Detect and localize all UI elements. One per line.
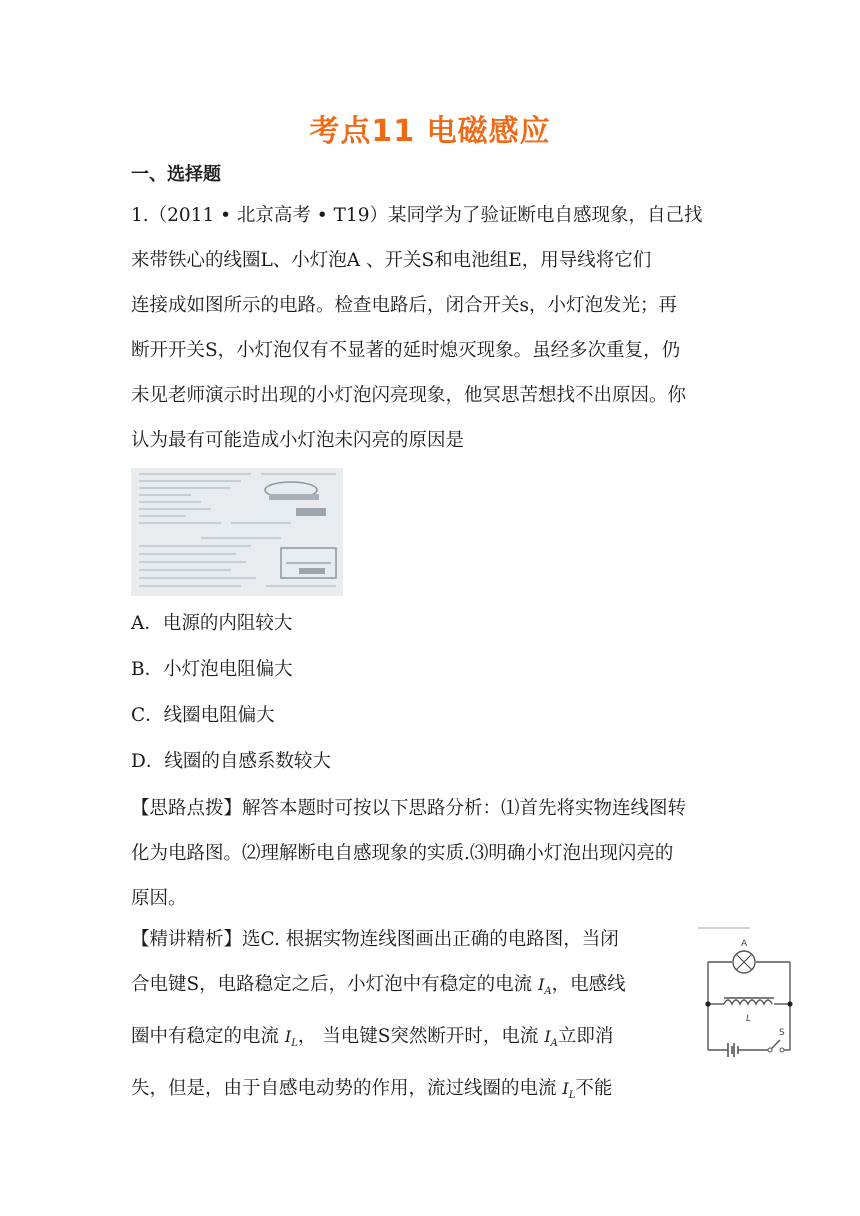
- question-line: 未见老师演示时出现的小灯泡闪亮现象，他冥思苦想找不出原因。你: [131, 385, 687, 406]
- answer-text-part: ， 当电键S突然断开时，电流: [297, 1026, 539, 1048]
- page-title: 考点11 电磁感应: [309, 114, 551, 149]
- option-d: D．线圈的自感系数较大: [131, 751, 331, 772]
- current-symbol-main: I: [284, 1027, 292, 1047]
- circuit-diagram: [680, 922, 812, 1060]
- lamp-label: A: [741, 939, 748, 949]
- question-line: 认为最有可能造成小灯泡未闪亮的原因是: [131, 430, 465, 451]
- experiment-photo: [131, 468, 343, 596]
- current-il-symbol: [284, 1027, 298, 1050]
- coil-label: L: [746, 1014, 752, 1024]
- question-line: 来带铁心的线圈L、小灯泡A 、开关S和电池组E，用导线将它们: [131, 250, 652, 271]
- answer-text-part: 合电键S，电路稳定之后，小灯泡中有稳定的电流: [131, 974, 533, 995]
- current-ia-symbol: [538, 975, 552, 998]
- current-il-symbol: [562, 1079, 576, 1102]
- section-heading: 一、选择题: [131, 164, 221, 185]
- question-text: [131, 193, 731, 463]
- analysis-line: 原因。: [131, 888, 187, 909]
- answer-line: [131, 962, 661, 1014]
- question-line: 断开开关S，小灯泡仅有不显著的延时熄灭现象。虽经多次重复，仍: [131, 340, 681, 361]
- analysis-text: [131, 786, 731, 921]
- blurred-textbook-photo: [131, 468, 343, 596]
- answer-text-part: 立即消: [557, 1026, 614, 1048]
- current-symbol-sub: L: [291, 1038, 298, 1050]
- answer-text-part: 圈中有稳定的电流: [131, 1026, 280, 1048]
- current-ia-symbol: [544, 1027, 558, 1050]
- current-symbol-main: I: [562, 1079, 569, 1099]
- analysis-line: 化为电路图。⑵理解断电自感现象的实质.⑶明确小灯泡出现闪亮的: [131, 843, 674, 864]
- answer-text: [131, 917, 661, 1119]
- option-a: A．电源的内阻较大: [131, 613, 293, 634]
- circuit-svg: [680, 922, 812, 1060]
- switch-label: S: [779, 1028, 785, 1038]
- answer-text-part: 失，但是，由于自感电动势的作用，流过线圈的电流: [131, 1078, 557, 1100]
- question-line: 1.（2011 • 北京高考 • T19）某同学为了验证断电自感现象，自己找: [131, 205, 703, 226]
- current-symbol-sub: A: [550, 1038, 558, 1050]
- answer-line: [131, 1014, 661, 1066]
- current-symbol-main: I: [544, 1027, 551, 1047]
- answer-line: 【精讲精析】选C. 根据实物连线图画出正确的电路图，当闭: [131, 929, 619, 950]
- answer-text-part: 不能: [575, 1078, 613, 1100]
- current-symbol-sub: L: [568, 1090, 576, 1102]
- answer-line: [131, 1066, 661, 1118]
- answer-text-part: ，电感线: [551, 974, 626, 995]
- current-symbol-sub: A: [544, 986, 552, 998]
- option-c: C．线圈电阻偏大: [131, 705, 275, 726]
- question-line: 连接成如图所示的电路。检查电路后，闭合开关s，小灯泡发光；再: [131, 295, 677, 316]
- analysis-line: 【思路点拨】解答本题时可按以下思路分析：⑴首先将实物连线图转: [131, 798, 687, 819]
- option-b: B．小灯泡电阻偏大: [131, 659, 293, 680]
- current-symbol-main: I: [538, 975, 545, 994]
